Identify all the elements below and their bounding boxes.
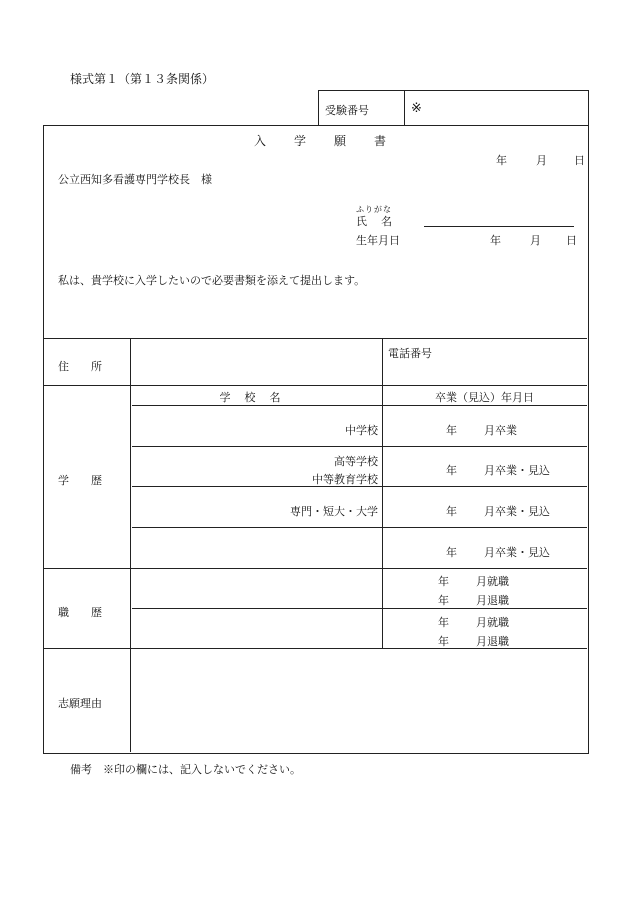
statement: 私は、貴学校に入学したいので必要書類を添えて提出します。	[58, 274, 366, 287]
work-2-year-end: 年	[438, 635, 449, 648]
exam-number-label: 受験番号	[325, 104, 369, 117]
phone-label: 電話番号	[388, 347, 432, 360]
edu-row-3-year: 年	[446, 505, 457, 518]
graduation-header: 卒業（見込）年月日	[435, 391, 534, 404]
work-1-end: 月退職	[476, 594, 509, 607]
birth-day: 日	[566, 234, 577, 247]
birth-month: 月	[530, 234, 541, 247]
exam-mark: ※	[411, 101, 422, 116]
work-1-year: 年	[438, 575, 449, 588]
work-1-start: 月就職	[476, 575, 509, 588]
divider-edu-row-3	[132, 527, 587, 528]
edu-row-2-grad: 月卒業・見込	[484, 464, 550, 477]
divider-edu-header	[132, 405, 587, 406]
school-name-header: 学校名	[219, 391, 295, 404]
edu-row-3-school: 専門・短大・大学	[290, 505, 378, 518]
divider-work-top	[44, 568, 587, 569]
work-2-start: 月就職	[476, 616, 509, 629]
edu-row-1-school: 中学校	[345, 424, 378, 437]
addressee: 公立西知多看護専門学校長 様	[58, 173, 212, 186]
work-1-year-end: 年	[438, 594, 449, 607]
exam-number-box	[318, 90, 589, 126]
label-column-divider	[130, 338, 131, 752]
divider-education-top	[44, 385, 587, 386]
name-label: 氏名	[356, 215, 406, 228]
edu-row-2-school: 高等学校	[334, 455, 378, 468]
form-code: 様式第１（第１３条関係）	[70, 72, 215, 86]
form-frame	[43, 125, 589, 754]
motivation-field[interactable]	[132, 649, 586, 752]
edu-row-1-year: 年	[446, 424, 457, 437]
name-field[interactable]	[424, 226, 574, 227]
divider-edu-row-2	[132, 486, 587, 487]
address-label: 住所	[58, 360, 124, 373]
edu-row-4-grad: 月卒業・見込	[484, 546, 550, 559]
edu-row-2-school-alt: 中等教育学校	[312, 473, 378, 486]
work-label: 職歴	[58, 606, 124, 619]
work-2-year: 年	[438, 616, 449, 629]
footnote: 備考 ※印の欄には、記入しないでください。	[70, 763, 301, 776]
submission-month: 月	[536, 154, 547, 167]
address-field[interactable]	[132, 339, 382, 385]
edu-row-4-year: 年	[446, 546, 457, 559]
work-2-end: 月退職	[476, 635, 509, 648]
birth-year: 年	[490, 234, 501, 247]
education-label: 学歴	[58, 474, 124, 487]
form-title: 入学願書	[254, 134, 415, 148]
edu-row-2-year: 年	[446, 464, 457, 477]
edu-row-3-grad: 月卒業・見込	[484, 505, 550, 518]
edu-row-1-grad: 月卒業	[484, 424, 517, 437]
phone-field[interactable]	[382, 358, 586, 384]
divider-edu-row-1	[132, 446, 587, 447]
name-furigana: ふりがな	[356, 205, 392, 214]
birth-label: 生年月日	[356, 234, 400, 247]
value-column-divider	[382, 338, 383, 648]
exam-box-divider	[404, 91, 405, 125]
submission-day: 日	[574, 154, 585, 167]
divider-work-row	[132, 608, 587, 609]
motivation-label: 志願理由	[58, 697, 102, 710]
submission-year: 年	[496, 154, 507, 167]
